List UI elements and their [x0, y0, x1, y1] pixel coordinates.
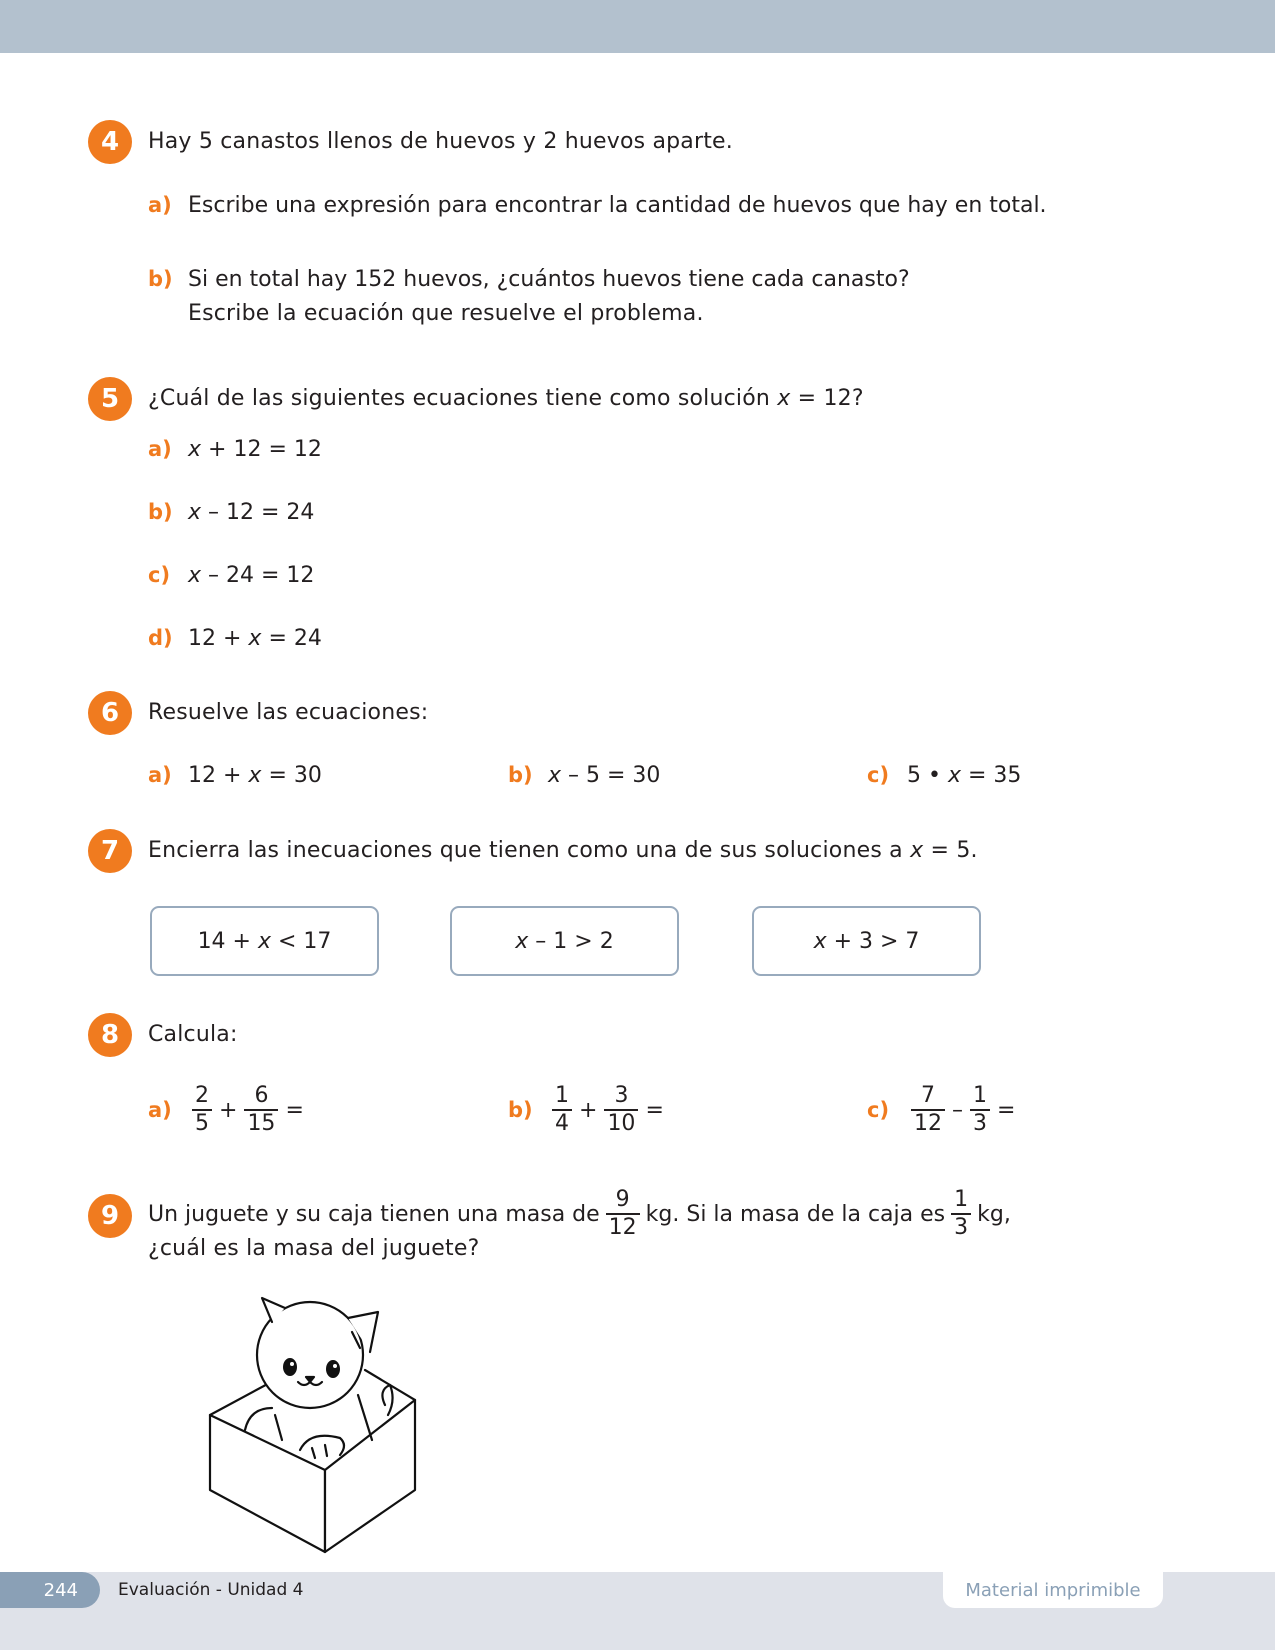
fraction: [911, 1083, 945, 1137]
item-text: Escribe una expresión para encontrar la cantidad de huevos que hay en total.: [188, 193, 1047, 218]
problem-4-statement: Hay 5 canastos llenos de huevos y 2 huevos aparte.: [148, 129, 733, 154]
fraction: [951, 1187, 971, 1241]
denominator: 3: [951, 1213, 971, 1241]
expr: – 24 = 12: [201, 563, 315, 588]
fraction: [192, 1083, 212, 1137]
item-label: d): [148, 626, 173, 650]
header-band: [0, 0, 1275, 53]
variable: x: [947, 763, 961, 788]
expr: – 5 = 30: [561, 763, 661, 788]
equals-sign: =: [645, 1097, 664, 1123]
fraction: [606, 1187, 640, 1241]
problem-9-badge: 9: [88, 1194, 132, 1238]
page-number: 244: [0, 1572, 100, 1608]
denominator: 4: [552, 1109, 572, 1137]
variable: x: [188, 437, 202, 462]
statement-text: = 5.: [923, 838, 978, 863]
item-text: Si en total hay 152 huevos, ¿cuántos huevos tiene cada canasto?: [188, 267, 910, 292]
problem-9-question: ¿cuál es la masa del juguete?: [148, 1236, 480, 1261]
denominator: 3: [970, 1109, 990, 1137]
statement-text: ¿Cuál de las siguientes ecuaciones tiene como solución: [148, 386, 778, 411]
problem-4a: [148, 193, 1047, 218]
variable: x: [548, 763, 562, 788]
statement-text: kg,: [977, 1201, 1011, 1227]
problem-5-statement: [148, 386, 864, 411]
problem-8a: [148, 1083, 307, 1137]
variable: x: [248, 626, 262, 651]
footer-title: Evaluación - Unidad 4: [118, 1580, 304, 1600]
inequality-box-1[interactable]: [150, 906, 379, 976]
expr: – 1 > 2: [528, 928, 614, 954]
numerator: 1: [555, 1083, 569, 1108]
inequality-box-2[interactable]: [450, 906, 679, 976]
expr: – 12 = 24: [201, 500, 315, 525]
item-label: c): [148, 563, 171, 587]
numerator: 7: [921, 1083, 935, 1108]
denominator: 12: [911, 1109, 945, 1137]
problem-6-statement: Resuelve las ecuaciones:: [148, 700, 429, 725]
expr: 12 +: [188, 763, 249, 788]
problem-5c: [148, 563, 314, 588]
variable: x: [248, 763, 262, 788]
variable: x: [910, 838, 924, 863]
item-label: b): [508, 1098, 533, 1122]
problem-5a: [148, 437, 322, 462]
problem-7-badge: 7: [88, 829, 132, 873]
expr: 5 •: [907, 763, 948, 788]
expr: = 30: [261, 763, 322, 788]
numerator: 2: [195, 1083, 209, 1108]
item-label: a): [148, 1098, 172, 1122]
fraction: [970, 1083, 990, 1137]
problem-6c: [867, 763, 1021, 788]
operator: –: [952, 1097, 963, 1123]
denominator: 12: [606, 1213, 640, 1241]
fraction: [244, 1083, 278, 1137]
variable: x: [813, 928, 827, 954]
problem-6a: [148, 763, 322, 788]
item-label: b): [148, 267, 173, 291]
problem-6-badge: 6: [88, 691, 132, 735]
operator: +: [579, 1097, 598, 1123]
cat-in-box-illustration: [200, 1290, 430, 1560]
variable: x: [515, 928, 529, 954]
expr: 14 +: [197, 928, 258, 954]
numerator: 1: [973, 1083, 987, 1108]
inequality-box-3[interactable]: [752, 906, 981, 976]
item-label: c): [867, 763, 890, 787]
expr: < 17: [271, 928, 332, 954]
statement-text: Encierra las inecuaciones que tienen como una de sus soluciones a: [148, 838, 911, 863]
item-label: a): [148, 193, 172, 217]
problem-5-badge: 5: [88, 377, 132, 421]
problem-7-statement: [148, 838, 978, 863]
problem-8-badge: 8: [88, 1013, 132, 1057]
item-label: b): [508, 763, 533, 787]
fraction: [552, 1083, 572, 1137]
numerator: 6: [254, 1083, 269, 1108]
item-label: b): [148, 500, 173, 524]
expr: + 12 = 12: [201, 437, 322, 462]
equals-sign: =: [997, 1097, 1016, 1123]
operator: +: [219, 1097, 238, 1123]
variable: x: [188, 563, 202, 588]
numerator: 3: [614, 1083, 629, 1108]
statement-text: Un juguete y su caja tienen una masa de: [148, 1201, 600, 1227]
problem-5d: [148, 626, 322, 651]
expr: 12 +: [188, 626, 249, 651]
problem-8-statement: Calcula:: [148, 1022, 238, 1047]
problem-5b: [148, 500, 314, 525]
item-label: a): [148, 763, 172, 787]
material-imprimible-tab: Material imprimible: [943, 1572, 1163, 1608]
variable: x: [188, 500, 202, 525]
problem-6b: [508, 763, 660, 788]
numerator: 9: [615, 1187, 630, 1212]
variable: x: [257, 928, 272, 954]
expr: = 35: [961, 763, 1022, 788]
statement-text: kg. Si la masa de la caja es: [645, 1201, 946, 1227]
statement-text: = 12?: [790, 386, 864, 411]
expr: = 24: [261, 626, 322, 651]
problem-8b: [508, 1083, 667, 1137]
expr: + 3 > 7: [826, 928, 920, 954]
fraction: [604, 1083, 638, 1137]
denominator: 5: [192, 1109, 212, 1137]
denominator: 10: [604, 1109, 638, 1137]
numerator: 1: [954, 1187, 969, 1212]
denominator: 15: [244, 1109, 278, 1137]
problem-8c: [867, 1083, 1018, 1137]
item-label: c): [867, 1098, 890, 1122]
problem-9-statement: [148, 1187, 1011, 1241]
problem-4b: [148, 267, 910, 292]
problem-4-badge: 4: [88, 120, 132, 164]
item-label: a): [148, 437, 172, 461]
variable: x: [777, 386, 791, 411]
problem-4b-line2: Escribe la ecuación que resuelve el problema.: [188, 301, 704, 326]
equals-sign: =: [285, 1097, 304, 1123]
